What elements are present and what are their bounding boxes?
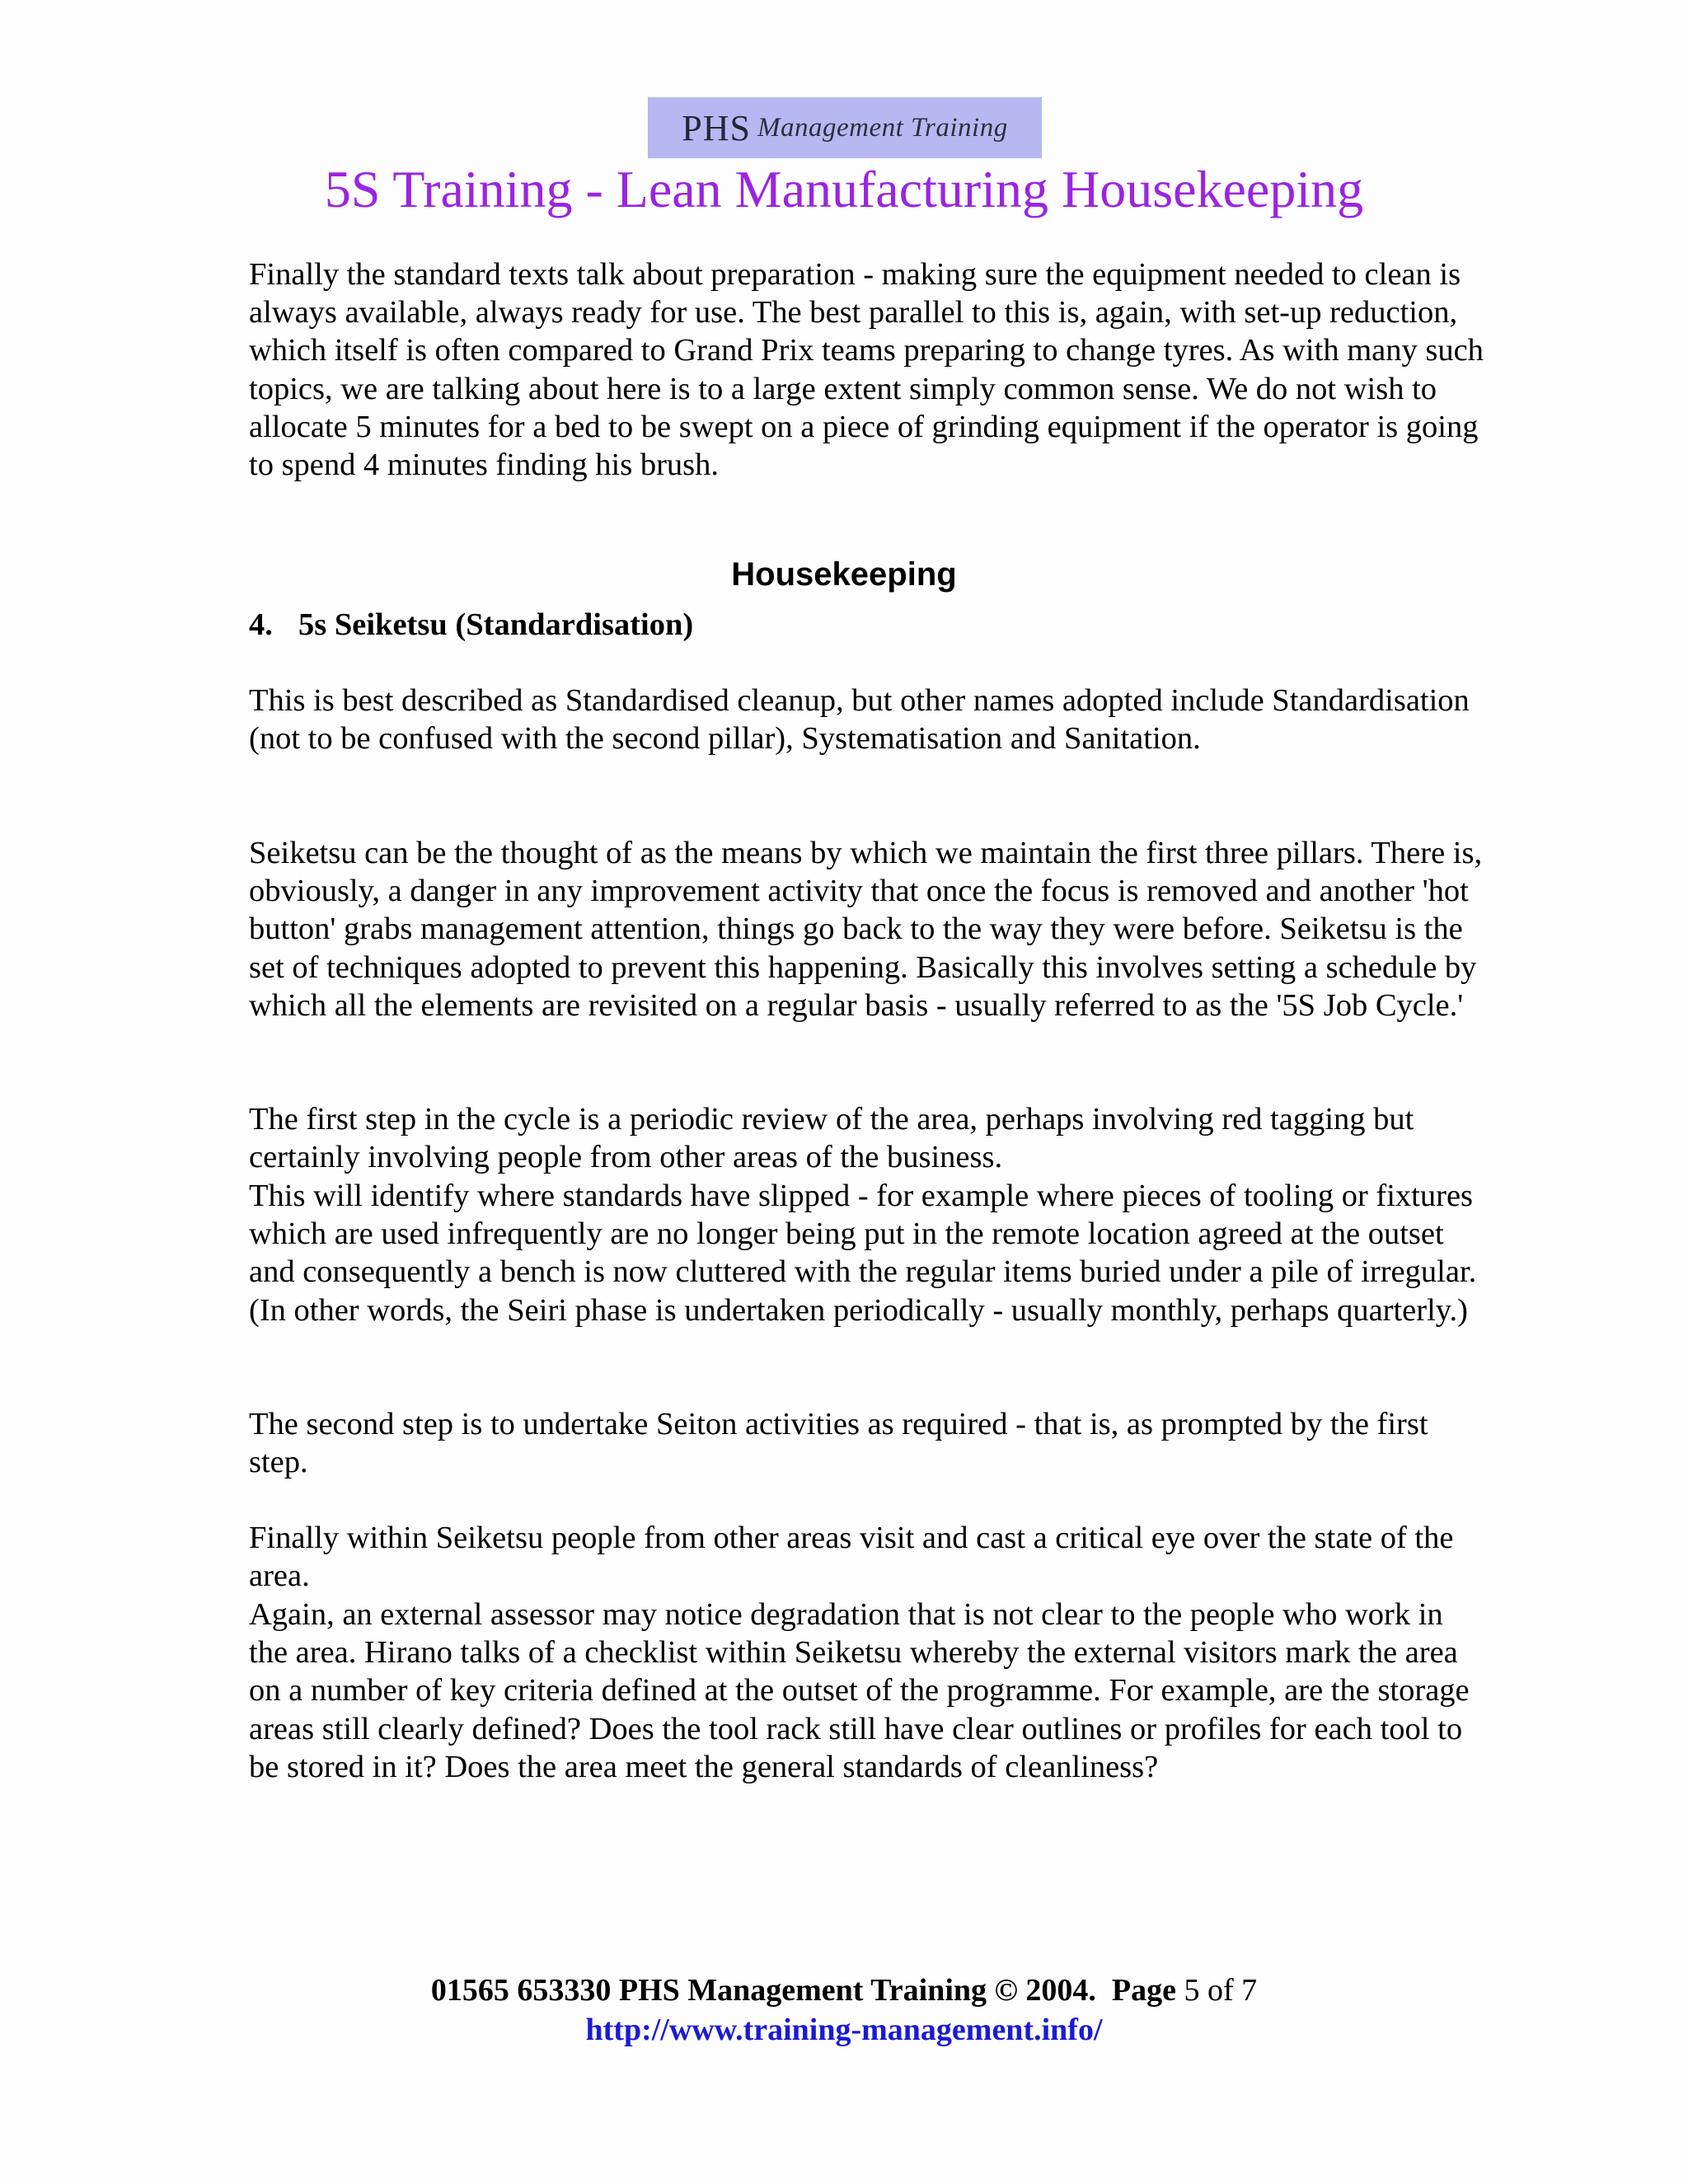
section-heading: Housekeeping [731, 556, 957, 593]
subheading-text: 5s Seiketsu (Standardisation) [298, 607, 694, 642]
paragraph-first-step: The first step in the cycle is a periodic review of the area, perhaps involving red tagging but certainly involving people from other areas of the business. [249, 1102, 1414, 1175]
logo-main-text: PHS [682, 107, 751, 148]
footer-page-label: Page [1111, 1973, 1176, 2008]
footer-page-number: 5 [1184, 1973, 1200, 2008]
footer-page-of: of 7 [1207, 1973, 1258, 2008]
paragraph-identify: This will identify where standards have slipped - for example where pieces of tooling or fixtures which are used infrequently are no longer being put in the remote location agreed at the outset and consequently a bench is now cluttered with the regular items buried under a pile of irregular. (In other words, the Seiri phase is undertaken periodically - usually monthly, perhaps quarterly.) [249, 1179, 1477, 1328]
page-title: 5S Training - Lean Manufacturing Housekeeping [324, 160, 1364, 218]
paragraph-external-assessor: Again, an external assessor may notice degradation that is not clear to the people who work in the area. Hirano talks of a checklist within Seiketsu whereby the external visitors mark the area on a number of key criteria defined at the outset of the programme. For example, are the storage areas still clearly defined? Does the tool rack still have clear outlines or profiles for each tool to be stored in it? Does the area meet the general standards of cleanliness? [249, 1597, 1470, 1784]
paragraph-second-step: The second step is to undertake Seiton activities as required - that is, as prompted by the first step. [249, 1407, 1428, 1480]
paragraph-maintain: Seiketsu can be the thought of as the means by which we maintain the first three pillars. There is, obviously, a danger in any improvement activity that once the focus is removed and another 'hot button' grabs management attention, things go back to the way they were before. Seiketsu is the set of techniques adopted to prevent this happening. Basically this involves setting a schedule by which all the elements are revisited on a regular basis - usually referred to as the '5S Job Cycle.' [249, 836, 1483, 1023]
footer-url-link[interactable]: http://www.training-management.info/ [585, 2013, 1103, 2047]
phs-logo [648, 97, 1042, 158]
footer-company: 01565 653330 PHS Management Training © 2004. [430, 1973, 1096, 2008]
intro-paragraph: Finally the standard texts talk about preparation - making sure the equipment needed to clean is always available, always ready for use. The best parallel to this is, again, with set-up reduction, which itself is often compared to Grand Prix teams preparing to change tyres. As with many such topics, we are talking about here is to a large extent simply common sense. We do not wish to allocate 5 minutes for a bed to be swept on a piece of grinding equipment if the operator is going to spend 4 minutes finding his brush. [249, 257, 1484, 483]
paragraph-final-step: Finally within Seiketsu people from other areas visit and cast a critical eye over the state of the area. [249, 1521, 1454, 1594]
subheading-number: 4. [249, 607, 273, 642]
subheading [249, 606, 693, 644]
logo-script-text: Management Training [757, 112, 1008, 143]
footer-line [0, 1971, 1688, 2009]
paragraph-definition: This is best described as Standardised cleanup, but other names adopted include Standardisation (not to be confused with the second pillar), Systematisation and Sanitation. [249, 683, 1470, 757]
